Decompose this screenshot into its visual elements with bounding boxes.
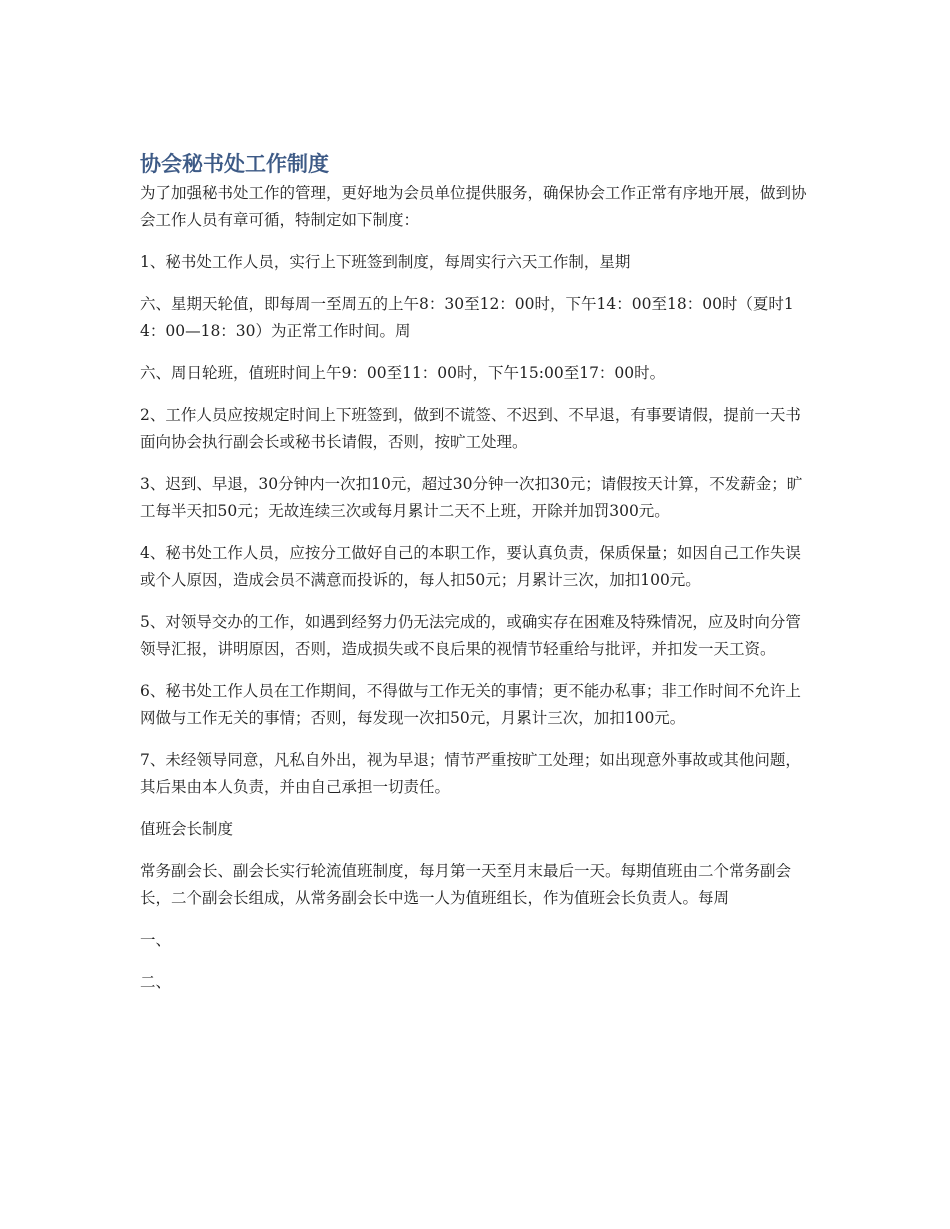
document-page bbox=[140, 150, 812, 1011]
intro-paragraph: 为了加强秘书处工作的管理，更好地为会员单位提供服务，确保协会工作正常有序地开展，做到协会工作人员有章可循，特制定如下制度： bbox=[140, 184, 807, 229]
paragraph-4: 2、工作人员应按规定时间上下班签到，做到不谎签、不迟到、不早退，有事要请假，提前一天书面向协会执行副会长或秘书长请假，否则，按旷工处理。 bbox=[140, 406, 801, 451]
document-title: 协会秘书处工作制度 bbox=[140, 152, 329, 176]
paragraph-7: 5、对领导交办的工作，如遇到经努力仍无法完成的，或确实存在困难及特殊情况，应及时向分管领导汇报，讲明原因，否则，造成损失或不良后果的视情节轻重给与批评，并扣发一天工资。 bbox=[140, 613, 801, 658]
paragraph-6: 4、秘书处工作人员，应按分工做好自己的本职工作，要认真负责，保质保量；如因自己工作失误或个人原因，造成会员不满意而投诉的，每人扣50元；月累计三次，加扣100元。 bbox=[140, 544, 801, 589]
paragraph-3: 六、周日轮班，值班时间上午9：00至11：00时，下午15:00至17：00时。 bbox=[140, 364, 666, 382]
paragraph-5: 3、迟到、早退，30分钟内一次扣10元，超过30分钟一次扣30元；请假按天计算，不发薪金；旷工每半天扣50元；无故连续三次或每月累计二天不上班，开除并加罚300元。 bbox=[140, 475, 803, 520]
paragraph-1: 1、秘书处工作人员，实行上下班签到制度，每周实行六天工作制，星期 bbox=[140, 253, 631, 271]
paragraph-8: 6、秘书处工作人员在工作期间，不得做与工作无关的事情；更不能办私事；非工作时间不允许上网做与工作无关的事情；否则，每发现一次扣50元，月累计三次，加扣100元。 bbox=[140, 682, 801, 727]
paragraph-2: 六、星期天轮值，即每周一至周五的上午8：30至12：00时，下午14：00至18：00时（夏时14：00—18：30）为正常工作时间。周 bbox=[140, 295, 794, 340]
paragraph-9: 7、未经领导同意，凡私自外出，视为早退；情节严重按旷工处理；如出现意外事故或其他问题，其后果由本人负责，并由自己承担一切责任。 bbox=[140, 751, 801, 796]
list-item-one: 一、 bbox=[140, 931, 172, 949]
list-item-two: 二、 bbox=[140, 973, 172, 991]
section-heading-duty: 值班会长制度 bbox=[140, 820, 234, 838]
paragraph-duty-rules: 常务副会长、副会长实行轮流值班制度，每月第一天至月末最后一天。每期值班由二个常务副会长，二个副会长组成，从常务副会长中选一人为值班组长，作为值班会长负责人。每周 bbox=[140, 862, 792, 907]
